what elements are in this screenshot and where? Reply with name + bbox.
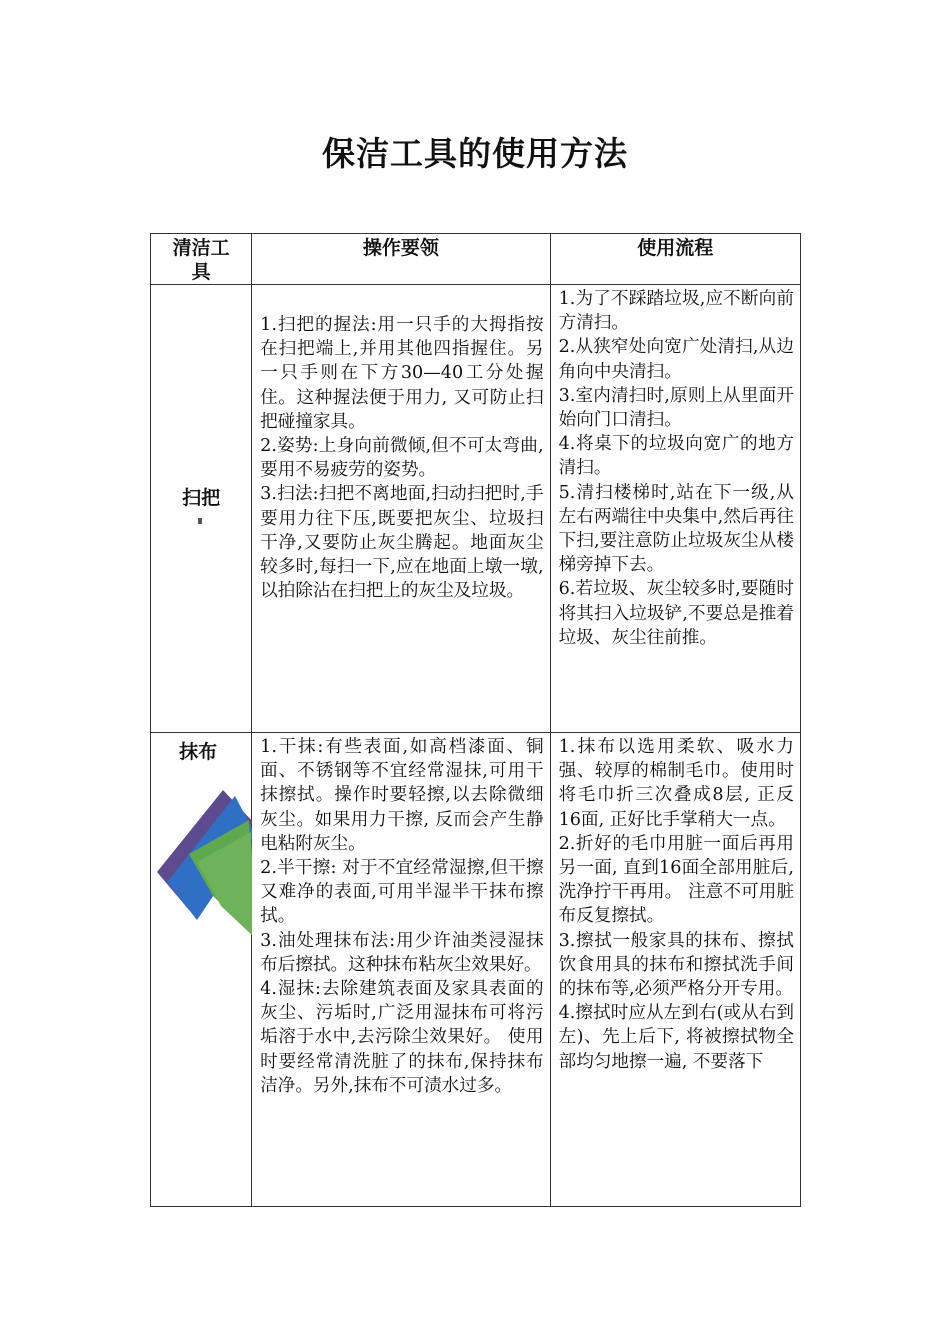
table-row — [151, 733, 801, 1207]
procedure-cell — [550, 733, 800, 1207]
cloth-image — [151, 764, 252, 944]
tools-table — [150, 233, 801, 1207]
tool-name: 扫把 — [182, 487, 221, 509]
header-procedure: 使用流程 — [550, 234, 800, 285]
page-title: 保洁工具的使用方法 — [322, 134, 628, 173]
table-row — [151, 285, 801, 733]
operation-cell — [252, 733, 550, 1207]
operation-text: 1.扫把的握法:用一只手的大拇指按在扫把端上,并用其他四指握住。另一只手则在下方30—40工分处握住。这种握法便于用力, 又可防止扫把碰撞家具。 2.姿势:上身向前微倾,但不可太弯曲,要用不易疲劳的姿势。 3.扫法:扫把不离地面,扫动扫把时,手要用力往下压,既要把灰尘、垃圾扫干净,又要防止灰尘腾起。地面灰尘较多时,每扫一下,应在地面上墩一墩,以拍除沾在扫把上的灰尘及垃圾。 — [260, 315, 544, 602]
procedure-text: 1.为了不踩踏垃圾,应不断向前方清扫。 2.从狭窄处向宽广处清扫,从边角向中央清扫。 3.室内清扫时,原则上从里面开始向门口清扫。 4.将桌下的垃圾向宽广的地方清扫。 5.清扫楼梯时,站在下一级,从左右两端往中央集中,然后再往下扫,要注意防止垃圾灰尘从楼梯旁掉下去。 6.若垃圾、灰尘较多时,要随时将其扫入垃圾铲,不要总是推着垃圾、灰尘往前推。 — [558, 289, 794, 648]
tool-name: 抹布 — [179, 741, 218, 763]
header-operation: 操作要领 — [252, 234, 550, 285]
operation-cell — [252, 285, 550, 733]
header-tool: 清洁工具 — [151, 234, 252, 285]
procedure-cell — [550, 285, 800, 733]
operation-text: 1.干抹:有些表面,如高档漆面、铜面、不锈钢等不宜经常湿抹,可用干抹擦拭。操作时要轻擦,以去除微细灰尘。如果用力干擦, 反而会产生静电粘附灰尘。 2.半干擦: 对于不宜经常湿擦,但干擦又难净的表面,可用半湿半干抹布擦拭。 3.油处理抹布法:用少许油类浸湿抹布后擦拭。这种抹布粘灰尘效果好。 4.湿抹:去除建筑表面及家具表面的灰尘、污垢时,广泛用湿抹布可将污垢溶于水中,去污除尘效果好。 使用时要经常清洗脏了的抹布,保持抹布洁净。另外,抹布不可渍水过多。 — [260, 737, 544, 1096]
procedure-text: 1.抹布以选用柔软、吸水力强、较厚的棉制毛巾。使用时将毛巾折三次叠成8层, 正反16面, 正好比手掌稍大一点。 2.折好的毛巾用脏一面后再用另一面, 直到16面全部用脏后, 洗净拧干再用。 注意不可用脏布反复擦拭。 3.擦拭一般家具的抹布、擦拭饮食用具的抹布和擦拭洗手间的抹布等,必须严格分开专用。 4.擦拭时应从左到右(或从右到左)、先上后下, 将被擦拭物全部均匀地擦一遍, 不要落下 — [558, 737, 794, 1072]
table-header-row — [151, 234, 801, 285]
tool-cell — [151, 285, 252, 733]
broom-image — [198, 518, 202, 524]
tool-cell — [151, 733, 252, 1207]
